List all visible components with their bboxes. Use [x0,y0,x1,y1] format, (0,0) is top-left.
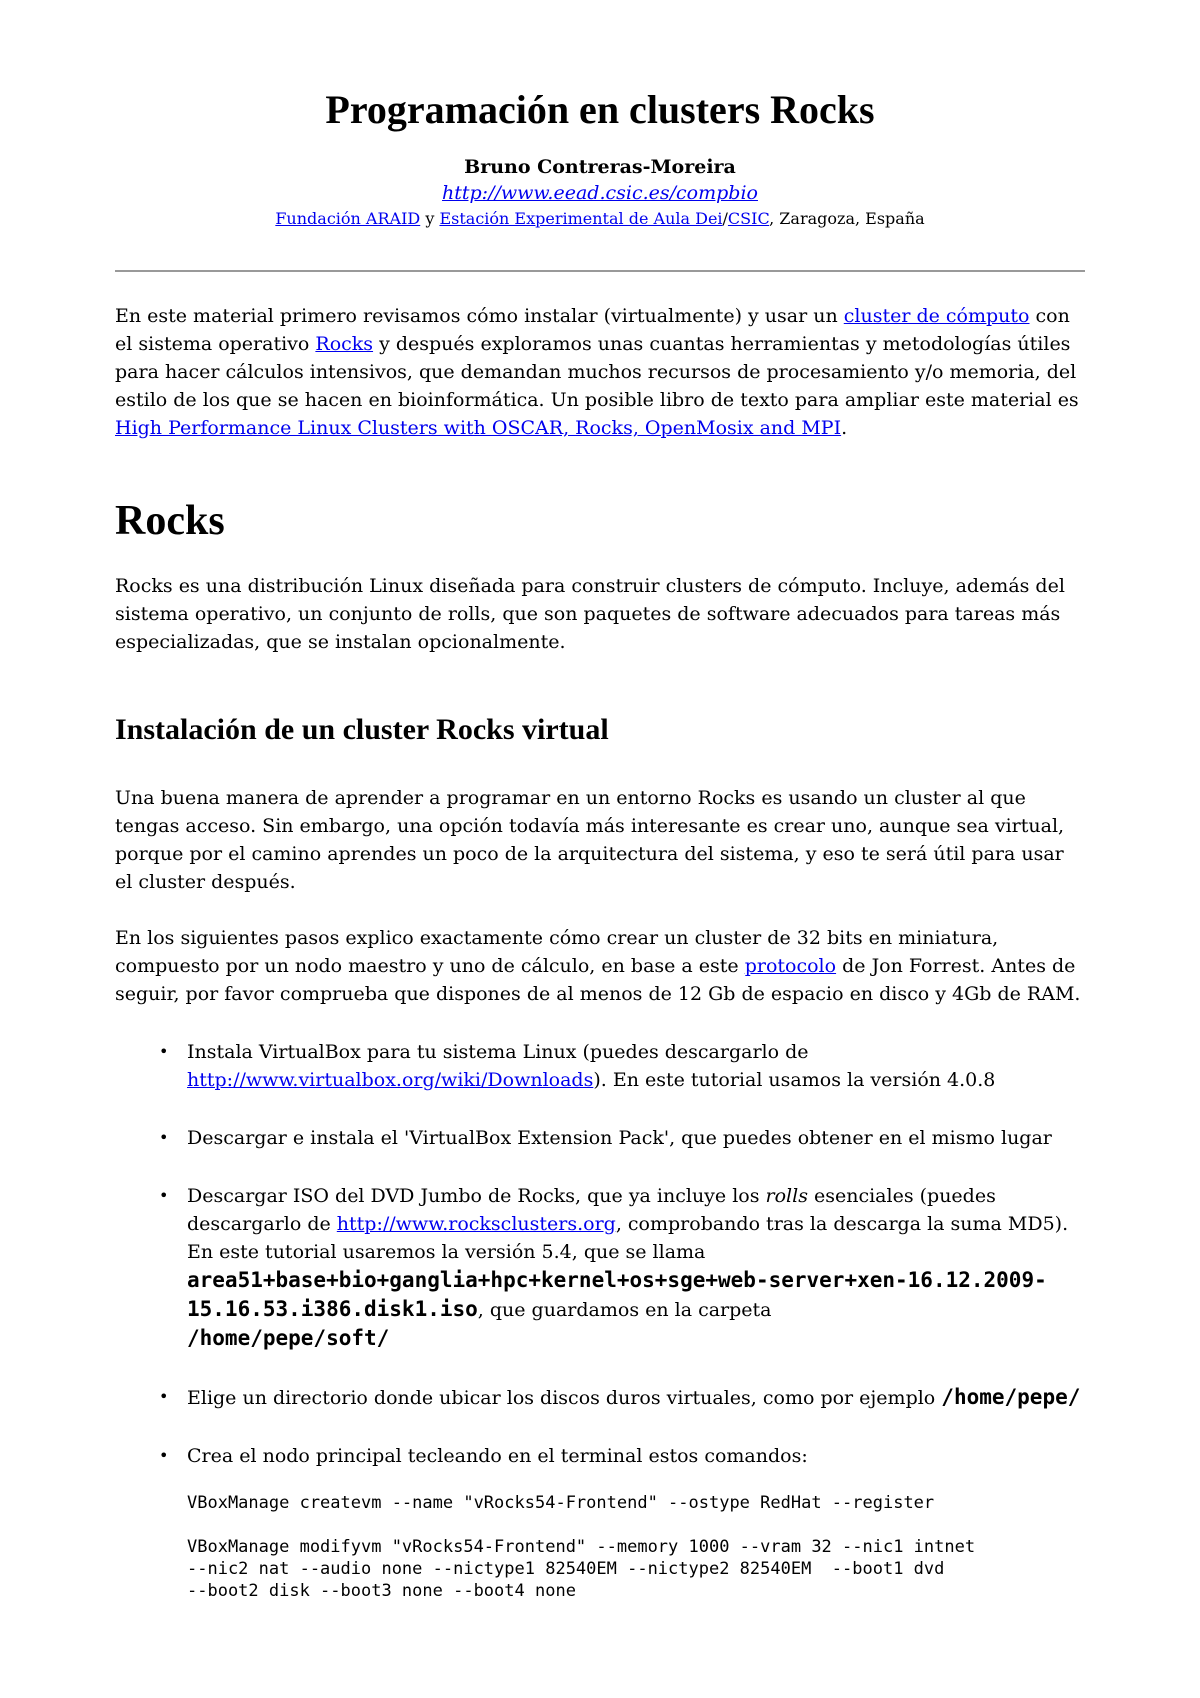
rocks-paragraph: Rocks es una distribución Linux diseñada para construir clusters de cómputo. Incluye, además del sistema operativo, un conjunto de rolls, que son paquetes de software adecuados para tareas más especializadas, que se instalan opcionalmente. [115,575,1065,653]
affiliation-slash: / [722,209,728,228]
command-createvm: VBoxManage createvm --name "vRocks54-Frontend" --ostype RedHat --register [187,1493,935,1513]
list-item [159,1124,1085,1152]
install-text-a: En los siguientes pasos explico exactamente cómo crear un cluster de 32 bits en miniatura, compuesto por un nodo maestro y uno de cálculo, en base a este [115,927,999,977]
protocol-link[interactable]: protocolo [744,955,837,977]
author-name: Bruno Contreras-Moreira [464,156,736,178]
rocksclusters-link[interactable]: http://www.rocksclusters.org [336,1213,616,1235]
intro-text-2: con el sistema operativo [115,305,1070,355]
section-heading-install: Instalación de un cluster Rocks virtual [115,713,609,746]
aula-dei-link[interactable]: Estación Experimental de Aula Dei [439,209,723,228]
affiliation-location: , Zaragoza, España [769,209,925,228]
page-title: Programación en clusters Rocks [325,87,875,132]
csic-link[interactable]: CSIC [727,209,770,228]
step3-emphasis: rolls [765,1185,808,1207]
iso-filename: area51+base+bio+ganglia+hpc+kernel+os+sge+web-server+xen-16.12.2009-15.16.53.i386.disk1.iso [187,1268,1047,1321]
step2-text: Descargar e instala el 'VirtualBox Extension Pack', que puedes obtener en el mismo lugar [187,1127,1052,1149]
virtualbox-link[interactable]: http://www.virtualbox.org/wiki/Downloads [187,1069,594,1091]
araid-link[interactable]: Fundación ARAID [275,209,421,228]
command-modifyvm: VBoxManage modifyvm "vRocks54-Frontend" --memory 1000 --vram 32 --nic1 intnet --nic2 nat --audio none --nictype1 82540EM --nictype2 82540EM --boot1 dvd --boot2 disk --boot3 none --boot4 none [187,1537,976,1601]
list-item [159,1182,1085,1353]
cluster-link[interactable]: cluster de cómputo [843,305,1030,327]
soft-folder-path: /home/pepe/soft/ [187,1326,390,1350]
step3-text-d: , que guardamos en la carpeta [477,1299,772,1321]
list-item [159,1038,1085,1094]
install-paragraph-2 [115,924,1085,1008]
header-divider [115,270,1085,272]
book-link[interactable]: High Performance Linux Clusters with OSCAR, Rocks, OpenMosix and MPI [115,417,842,439]
install-text-b: de Jon Forrest. Antes de seguir, por favor comprueba que dispones de al menos de 12 Gb de espacio en disco y 4Gb de RAM. [115,955,1081,1005]
step1-text-a: Instala VirtualBox para tu sistema Linux (puedes descargarlo de [187,1041,809,1063]
rocks-link[interactable]: Rocks [315,333,374,355]
intro-text-1: En este material primero revisamos cómo instalar (virtualmente) y usar un [115,305,844,327]
section-heading-rocks: Rocks [115,498,225,544]
disk-folder-path: /home/pepe/ [941,1385,1081,1409]
step3-text-b: esenciales (puedes descargarlo de [187,1185,996,1235]
bullet-icon: • [159,1128,169,1147]
list-item [159,1442,1085,1602]
author-url-line [115,180,1085,206]
intro-text-3: y después exploramos unas cuantas herramientas y metodologías útiles para hacer cálculos intensivos, que demandan muchos recursos de procesamiento y/o memoria, del estilo de los que se hacen en bioinformática. Un posible libro de texto para ampliar este material es [115,333,1079,411]
step3-text-c: , comprobando tras la descarga la suma MD5). En este tutorial usaremos la versión 5.4, que se llama [187,1213,1069,1263]
step4-text: Elige un directorio donde ubicar los discos duros virtuales, como por ejemplo [187,1387,942,1409]
intro-text-4: . [841,417,848,439]
list-item [159,1383,1085,1412]
steps-list [115,1038,1085,1602]
bullet-icon: • [159,1446,169,1465]
bullet-icon: • [159,1387,169,1406]
intro-paragraph [115,302,1085,442]
compbio-link[interactable]: http://www.eead.csic.es/compbio [442,182,758,204]
install-paragraph-1: Una buena manera de aprender a programar en un entorno Rocks es usando un cluster al que tengas acceso. Sin embargo, una opción todavía más interesante es crear uno, aunque sea virtual, porque por el camino aprendes un poco de la arquitectura del sistema, y eso te será útil para usar el cluster después. [115,787,1065,893]
affiliation-line [115,206,1085,232]
affiliation-sep: y [420,209,440,228]
bullet-icon: • [159,1042,169,1061]
bullet-icon: • [159,1186,169,1205]
step5-text: Crea el nodo principal tecleando en el terminal estos comandos: [187,1445,808,1467]
step1-text-b: ). En este tutorial usamos la versión 4.0.8 [593,1069,996,1091]
step3-text-a: Descargar ISO del DVD Jumbo de Rocks, que ya incluye los [187,1185,766,1207]
